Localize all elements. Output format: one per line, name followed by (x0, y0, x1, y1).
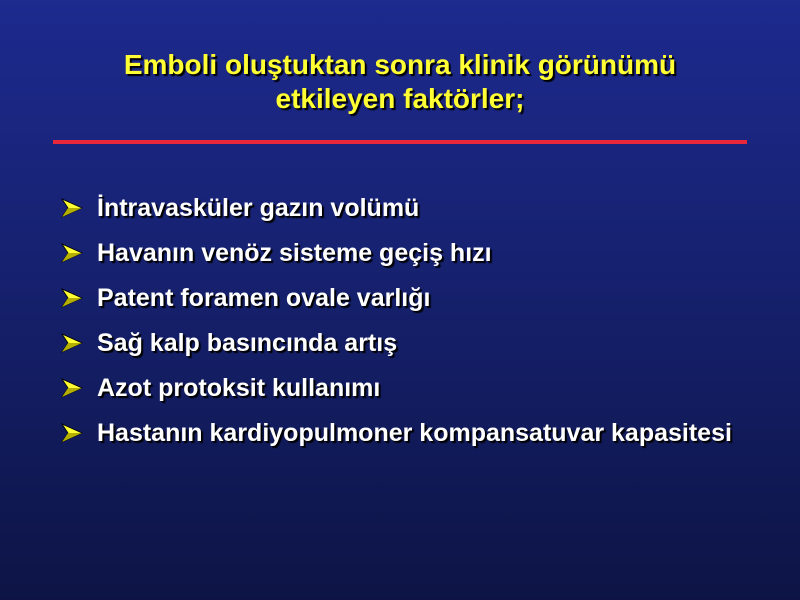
title-line-1: Emboli oluştuktan sonra klinik görünümü (123, 49, 677, 80)
slide-title (40, 48, 760, 116)
bullet-text: Patent foramen ovale varlığı (97, 284, 431, 312)
bullet-item (60, 237, 760, 269)
title-line-2: etkileyen faktörler; (275, 83, 525, 114)
bullet-list (60, 192, 760, 462)
chevron-arrow-icon (60, 421, 84, 445)
bullet-text: Azot protoksit kullanımı (97, 374, 381, 402)
bullet-text: Havanın venöz sisteme geçiş hızı (97, 239, 492, 267)
chevron-arrow-icon (60, 196, 84, 220)
bullet-item (60, 372, 760, 404)
chevron-arrow-icon (60, 241, 84, 265)
bullet-item (60, 282, 760, 314)
chevron-arrow-icon (60, 376, 84, 400)
chevron-arrow-icon (60, 286, 84, 310)
chevron-arrow-icon (60, 331, 84, 355)
bullet-text: Sağ kalp basıncında artış (97, 329, 398, 357)
title-divider (53, 140, 747, 144)
bullet-text: İntravasküler gazın volümü (97, 194, 420, 222)
bullet-item (60, 327, 760, 359)
bullet-item (60, 417, 760, 449)
bullet-item (60, 192, 760, 224)
bullet-text: Hastanın kardiyopulmoner kompansatuvar kapasitesi (97, 419, 732, 447)
